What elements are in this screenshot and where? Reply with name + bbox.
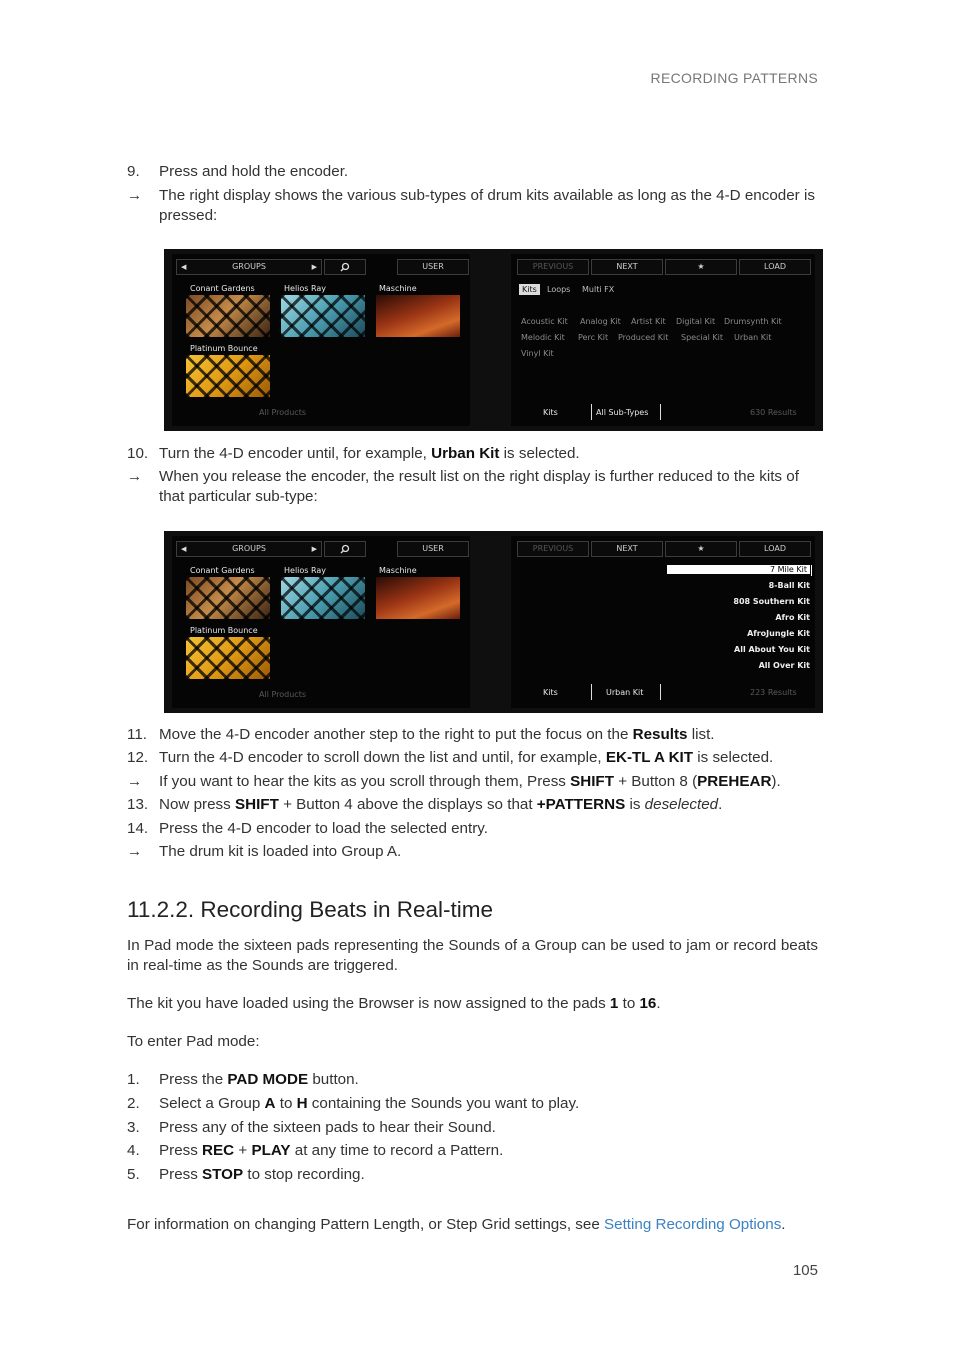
footer-results: 630 Results (750, 408, 797, 417)
subtype-item: Perc Kit (578, 333, 609, 342)
product-thumbnail (281, 577, 365, 619)
info-paragraph: For information on changing Pattern Length, or Step Grid settings, see Setting Recording Options. (127, 1216, 786, 1233)
step-number: 2. (127, 1095, 140, 1112)
step-text: Move the 4-D encoder another step to the right to put the focus on the Results list. (159, 726, 715, 743)
footer-label: All Products (259, 408, 307, 417)
setting-recording-options-link[interactable]: Setting Recording Options (604, 1216, 782, 1233)
subtype-item: Drumsynth Kit (724, 317, 782, 326)
product-thumbnail (186, 637, 270, 679)
footer-label: All Products (259, 690, 307, 699)
step-text: Press the PAD MODE button. (159, 1071, 359, 1088)
left-display (172, 254, 470, 426)
browser-screenshot-subtypes (164, 249, 823, 431)
right-display (511, 536, 815, 708)
footer-results: 223 Results (750, 688, 797, 697)
subtype-item: Artist Kit (631, 317, 666, 326)
subtype-item: Special Kit (681, 333, 723, 342)
search-tab (324, 259, 366, 275)
star-icon: ★ (697, 262, 705, 271)
subtype-item: Melodic Kit (521, 333, 565, 342)
star-icon: ★ (697, 544, 705, 553)
result-item: AfroJungle Kit (747, 629, 810, 638)
step-number: 9. (127, 163, 140, 180)
load-tab: LOAD (739, 259, 811, 275)
result-item: Afro Kit (775, 613, 810, 622)
next-tab: NEXT (591, 541, 663, 557)
favorite-tab (665, 541, 737, 557)
product-thumbnail (186, 295, 270, 337)
right-display (511, 254, 815, 426)
subtype-item: Analog Kit (580, 317, 621, 326)
footer-kits: Kits (543, 408, 558, 417)
load-tab: LOAD (739, 541, 811, 557)
product-thumbnail (376, 295, 460, 337)
step-text: Press any of the sixteen pads to hear their Sound. (159, 1119, 496, 1136)
favorite-tab (665, 259, 737, 275)
result-text: When you release the encoder, the result list on the right display is further reduced to the kits of that particular sub-type: (159, 468, 799, 505)
product-label: Maschine (379, 284, 417, 293)
magnifier-icon (340, 262, 350, 272)
step-number: 14. (127, 820, 149, 837)
product-thumbnail (376, 577, 460, 619)
chip-kits: Kits (519, 284, 540, 295)
step-number: 1. (127, 1071, 140, 1088)
step-number: 3. (127, 1119, 140, 1136)
user-tab: USER (397, 259, 469, 275)
groups-tab: ◀ GROUPS ▶ (176, 541, 322, 557)
step-number: 12. (127, 749, 149, 766)
footer-subtype: All Sub-Types (596, 408, 649, 417)
product-thumbnail (186, 355, 270, 397)
product-label: Maschine (379, 566, 417, 575)
step-number: 10. (127, 445, 149, 462)
product-label: Platinum Bounce (190, 626, 258, 635)
product-label: Conant Gardens (190, 566, 255, 575)
section-heading: 11.2.2. Recording Beats in Real-time (127, 897, 494, 922)
subtype-item: Digital Kit (676, 317, 716, 326)
step-text: Now press SHIFT + Button 4 above the displays so that +PATTERNS is deselected. (159, 796, 723, 813)
product-label: Helios Ray (284, 284, 327, 293)
result-text: The drum kit is loaded into Group A. (159, 843, 402, 860)
intro-paragraph: In Pad mode the sixteen pads representing the Sounds of a Group can be used to jam or record beats in real-time as the Sounds are triggered. (127, 937, 818, 974)
arrow-icon: → (127, 843, 143, 860)
product-label: Platinum Bounce (190, 344, 258, 353)
arrow-left-icon: ◀ (181, 263, 187, 271)
footer-subtype: Urban Kit (606, 688, 644, 697)
chip-multi-fx: Multi FX (582, 285, 615, 294)
page-number: 105 (792, 1262, 818, 1279)
product-label: Conant Gardens (190, 284, 255, 293)
running-header: RECORDING PATTERNS (650, 70, 818, 86)
enter-paragraph: To enter Pad mode: (127, 1033, 260, 1050)
result-item: 8-Ball Kit (768, 581, 810, 590)
subtype-item: Acoustic Kit (521, 317, 568, 326)
arrow-icon: → (127, 468, 143, 485)
product-thumbnail (186, 577, 270, 619)
result-item: All About You Kit (734, 645, 810, 654)
footer-kits: Kits (543, 688, 558, 697)
magnifier-icon (340, 544, 350, 554)
result-item-selected: 7 Mile Kit (667, 565, 810, 574)
step-number: 13. (127, 796, 149, 813)
groups-tab: ◀ GROUPS ▶ (176, 259, 322, 275)
chip-loops: Loops (547, 285, 571, 294)
arrow-right-icon: ▶ (311, 545, 317, 553)
step-text: Press and hold the encoder. (159, 163, 349, 180)
left-display (172, 536, 470, 708)
step-text: Press REC + PLAY at any time to record a Pattern. (159, 1142, 504, 1159)
product-label: Helios Ray (284, 566, 327, 575)
subtype-item: Produced Kit (618, 333, 669, 342)
next-tab: NEXT (591, 259, 663, 275)
result-item: All Over Kit (758, 661, 810, 670)
step-text: Press STOP to stop recording. (159, 1166, 365, 1183)
result-text: If you want to hear the kits as you scroll through them, Press SHIFT + Button 8 (PREHEAR). (159, 773, 781, 790)
user-tab: USER (397, 541, 469, 557)
step-text: Select a Group A to H containing the Sounds you want to play. (159, 1095, 580, 1112)
arrow-left-icon: ◀ (181, 545, 187, 553)
step-text: Press the 4-D encoder to load the selected entry. (159, 820, 488, 837)
step-text: Turn the 4-D encoder to scroll down the list and until, for example, EK-TL A KIT is selected. (159, 749, 774, 766)
arrow-right-icon: ▶ (311, 263, 317, 271)
step-number: 5. (127, 1166, 140, 1183)
arrow-icon: → (127, 773, 143, 790)
browser-screenshot-results (164, 531, 823, 713)
result-item: 808 Southern Kit (733, 597, 810, 606)
search-tab (324, 541, 366, 557)
subtype-item: Vinyl Kit (521, 349, 554, 358)
step-number: 11. (127, 726, 147, 743)
arrow-icon: → (127, 187, 143, 204)
kit-paragraph: The kit you have loaded using the Browser is now assigned to the pads 1 to 16. (127, 995, 661, 1012)
result-text: The right display shows the various sub-types of drum kits available as long as the 4-D encoder is pressed: (159, 187, 815, 224)
step-number: 4. (127, 1142, 140, 1159)
product-thumbnail (281, 295, 365, 337)
previous-tab: PREVIOUS (517, 259, 589, 275)
text-cursor (811, 565, 812, 576)
previous-tab: PREVIOUS (517, 541, 589, 557)
subtype-item: Urban Kit (734, 333, 772, 342)
step-text: Turn the 4-D encoder until, for example, Urban Kit is selected. (159, 445, 580, 462)
